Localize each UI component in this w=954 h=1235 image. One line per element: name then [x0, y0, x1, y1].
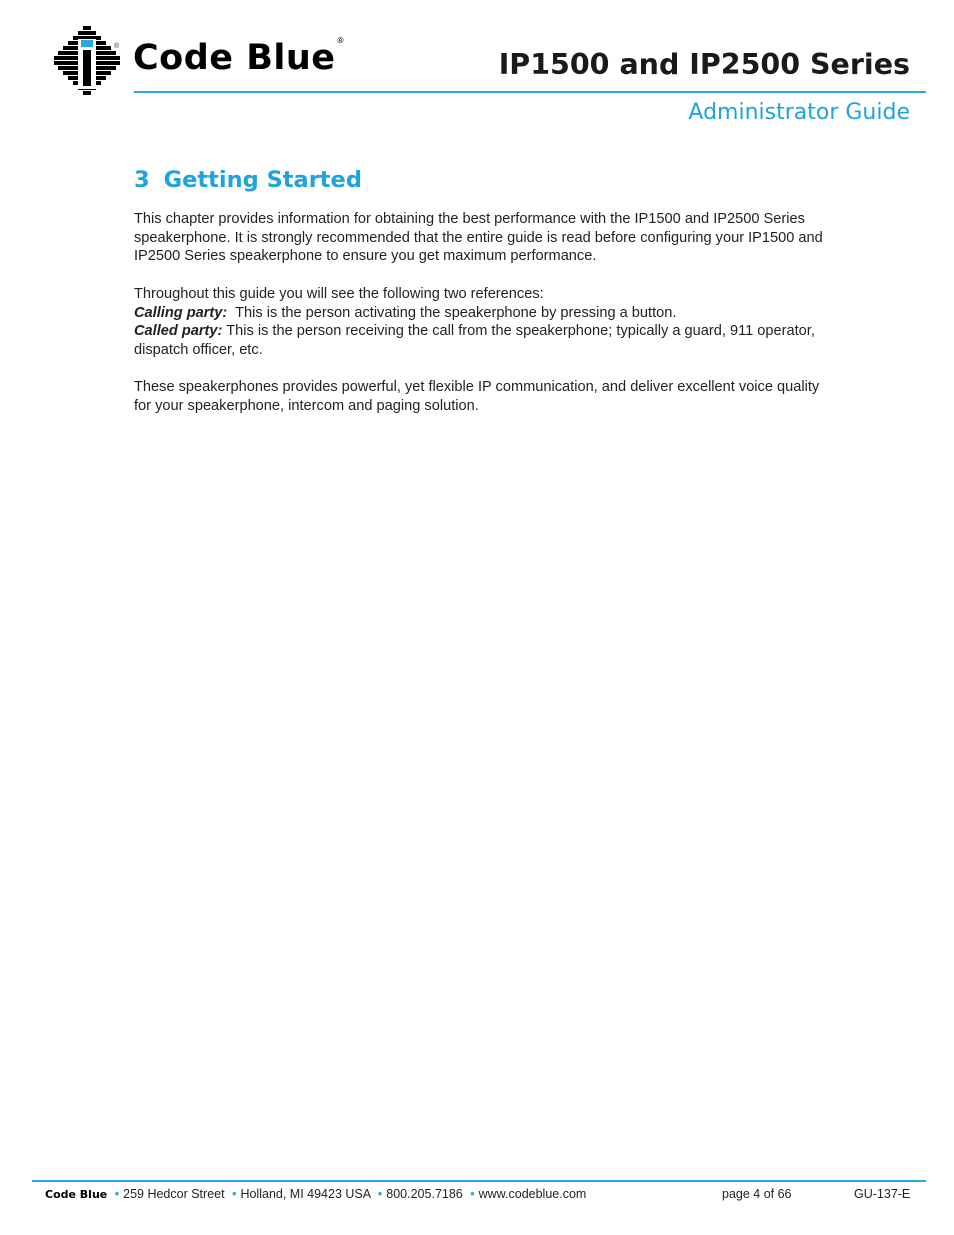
- brand-name: Code Blue: [133, 38, 336, 78]
- calling-party-term: Calling party:: [134, 304, 228, 321]
- references-intro: Throughout this guide you will see the following two references:: [134, 285, 544, 302]
- code-blue-logo: [52, 26, 122, 98]
- brand-registered-mark: ®: [336, 36, 346, 45]
- calling-party-definition: [134, 304, 834, 323]
- called-party-text: This is the person receiving the call from the speakerphone; typically a guard, 911 operator, dispatch officer, etc.: [134, 323, 815, 358]
- brand-wordmark: [133, 36, 344, 89]
- document-number: GU-137-E: [854, 1187, 911, 1201]
- header-divider: [134, 91, 926, 93]
- chapter-number: 3: [134, 167, 150, 193]
- footer-separator: •: [232, 1187, 237, 1201]
- footer-city: Holland, MI 49423 USA: [240, 1187, 371, 1201]
- calling-party-text: This is the person activating the speakerphone by pressing a button.: [235, 304, 677, 321]
- footer-separator: •: [470, 1187, 475, 1201]
- chapter-body: [134, 210, 834, 416]
- called-party-term: Called party:: [134, 323, 223, 340]
- page-number: page 4 of 66: [722, 1187, 792, 1201]
- chapter-heading: [134, 163, 362, 197]
- called-party-definition: [134, 322, 834, 359]
- footer-divider: [32, 1180, 926, 1182]
- chapter-title: Getting Started: [163, 167, 362, 193]
- footer-separator: •: [377, 1187, 383, 1201]
- document-subtitle: Administrator Guide: [688, 100, 910, 125]
- document-title: IP1500 and IP2500 Series: [498, 48, 910, 81]
- footer-address: 259 Hedcor Street: [123, 1187, 225, 1201]
- footer-website[interactable]: www.codeblue.com: [478, 1187, 587, 1201]
- footer-brand: Code Blue: [45, 1188, 108, 1201]
- footer-separator: •: [114, 1187, 120, 1201]
- closing-paragraph: These speakerphones provides powerful, yet flexible IP communication, and deliver excellent voice quality for your speakerphone, intercom and paging solution.: [134, 379, 820, 414]
- logo-registered-mark: ®: [114, 43, 120, 50]
- footer-phone: 800.205.7186: [386, 1187, 463, 1201]
- intro-paragraph: This chapter provides information for obtaining the best performance with the IP1500 and IP2500 Series speakerphone. It is strongly recommended that the entire guide is read before configuring your IP1500 and IP2500 Series speakerphone to ensure you get maximum performance.: [134, 211, 823, 265]
